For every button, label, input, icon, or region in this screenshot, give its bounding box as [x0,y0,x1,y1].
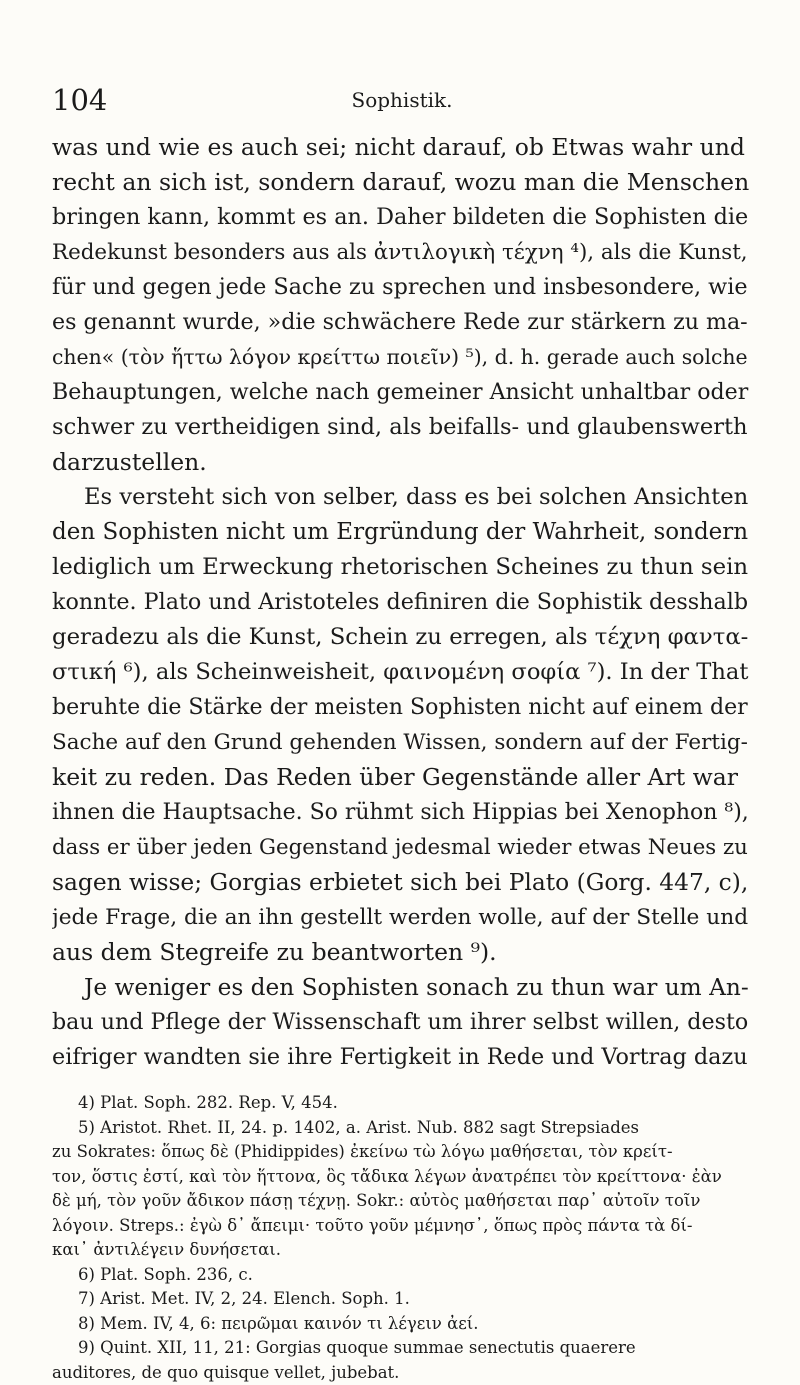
page-number: 104 [52,80,107,120]
footnote-line: τον, ὅστις ἐστί, καὶ τὸν ἥττονα, ὃς τἄδικα λέγων ἀνατρέπει τὸν κρείττονα· ἐὰν [52,1165,752,1190]
text-line: konnte. Plato und Aristoteles definiren die Sophistik desshalb [52,585,752,620]
text-line: bau und Pflege der Wissenschaft um ihrer selbst willen, desto [52,1005,752,1040]
text-line: ihnen die Hauptsache. So rühmt sich Hippias bei Xenophon ⁸), [52,795,752,830]
text-line: στική ⁶), als Scheinweisheit, φαινομένη σοφία ⁷). In der That [52,655,752,690]
text-line: eifriger wandten sie ihre Fertigkeit in Rede und Vortrag dazu [52,1040,752,1075]
text-line: dass er über jeden Gegenstand jedesmal wieder etwas Neues zu [52,830,752,865]
footnote-line: 9) Quint. XII, 11, 21: Gorgias quoque summae senectutis quaerere [52,1336,752,1361]
text-line: schwer zu vertheidigen sind, als beifalls- und glaubenswerth [52,410,752,445]
text-line: keit zu reden. Das Reden über Gegenstände aller Art war [52,760,752,795]
footnote-line: λόγοιν. Streps.: ἐγὼ δ᾽ ἄπειμι· τοῦτο γοῦν μέμνησ᾽, ὅπως πρὸς πάντα τὰ δί- [52,1214,752,1239]
page-body [52,130,752,1385]
page-header [52,80,752,120]
text-line: bringen kann, kommt es an. Daher bildeten die Sophisten die [52,200,752,235]
text-line: recht an sich ist, sondern darauf, wozu man die Menschen [52,165,752,200]
text-line: jede Frage, die an ihn gestellt werden wolle, auf der Stelle und [52,900,752,935]
running-head: Sophistik. [52,86,752,114]
footnote-line: 4) Plat. Soph. 282. Rep. V, 454. [52,1091,752,1116]
text-line: den Sophisten nicht um Ergründung der Wahrheit, sondern [52,515,752,550]
text-line: für und gegen jede Sache zu sprechen und insbesondere, wie [52,270,752,305]
text-line: aus dem Stegreife zu beantworten ⁹). [52,935,752,970]
text-line: Sache auf den Grund gehenden Wissen, sondern auf der Fertig- [52,725,752,760]
text-line: lediglich um Erweckung rhetorischen Scheines zu thun sein [52,550,752,585]
text-line: chen« (τὸν ἥττω λόγον κρείττω ποιεῖν) ⁵), d. h. gerade auch solche [52,340,752,375]
footnote-line: δὲ μή, τὸν γοῦν ἄδικον πάσῃ τέχνῃ. Sokr.: αὐτὸς μαθήσεται παρ᾽ αὐτοῖν τοῖν [52,1189,752,1214]
footnote-line: και᾽ ἀντιλέγειν δυνήσεται. [52,1238,752,1263]
text-line: Redekunst besonders aus als ἀντιλογικὴ τέχνη ⁴), als die Kunst, [52,235,752,270]
footnote-line: 8) Mem. IV, 4, 6: πειρῶμαι καινόν τι λέγειν ἀεί. [52,1312,752,1337]
text-line: es genannt wurde, »die schwächere Rede zur stärkern zu ma- [52,305,752,340]
footnote-line: zu Sokrates: ὅπως δὲ (Phidippides) ἐκείνω τὼ λόγω μαθήσεται, τὸν κρείτ- [52,1140,752,1165]
text-line: Behauptungen, welche nach gemeiner Ansicht unhaltbar oder [52,375,752,410]
text-line: Es versteht sich von selber, dass es bei solchen Ansichten [52,480,752,515]
footnotes [52,1091,752,1385]
footnote-line: 5) Aristot. Rhet. II, 24. p. 1402, a. Arist. Nub. 882 sagt Strepsiades [52,1116,752,1141]
text-line: beruhte die Stärke der meisten Sophisten nicht auf einem der [52,690,752,725]
footnote-line: 7) Arist. Met. IV, 2, 24. Elench. Soph. 1. [52,1287,752,1312]
text-line: geradezu als die Kunst, Schein zu erregen, als τέχνη φαντα- [52,620,752,655]
text-line: darzustellen. [52,445,752,480]
text-line: Je weniger es den Sophisten sonach zu thun war um An- [52,970,752,1005]
main-text [52,130,752,1075]
text-line: was und wie es auch sei; nicht darauf, ob Etwas wahr und [52,130,752,165]
text-line: sagen wisse; Gorgias erbietet sich bei Plato (Gorg. 447, c), [52,865,752,900]
footnote-line: 6) Plat. Soph. 236, c. [52,1263,752,1288]
footnote-line: auditores, de quo quisque vellet, jubebat. [52,1361,752,1385]
